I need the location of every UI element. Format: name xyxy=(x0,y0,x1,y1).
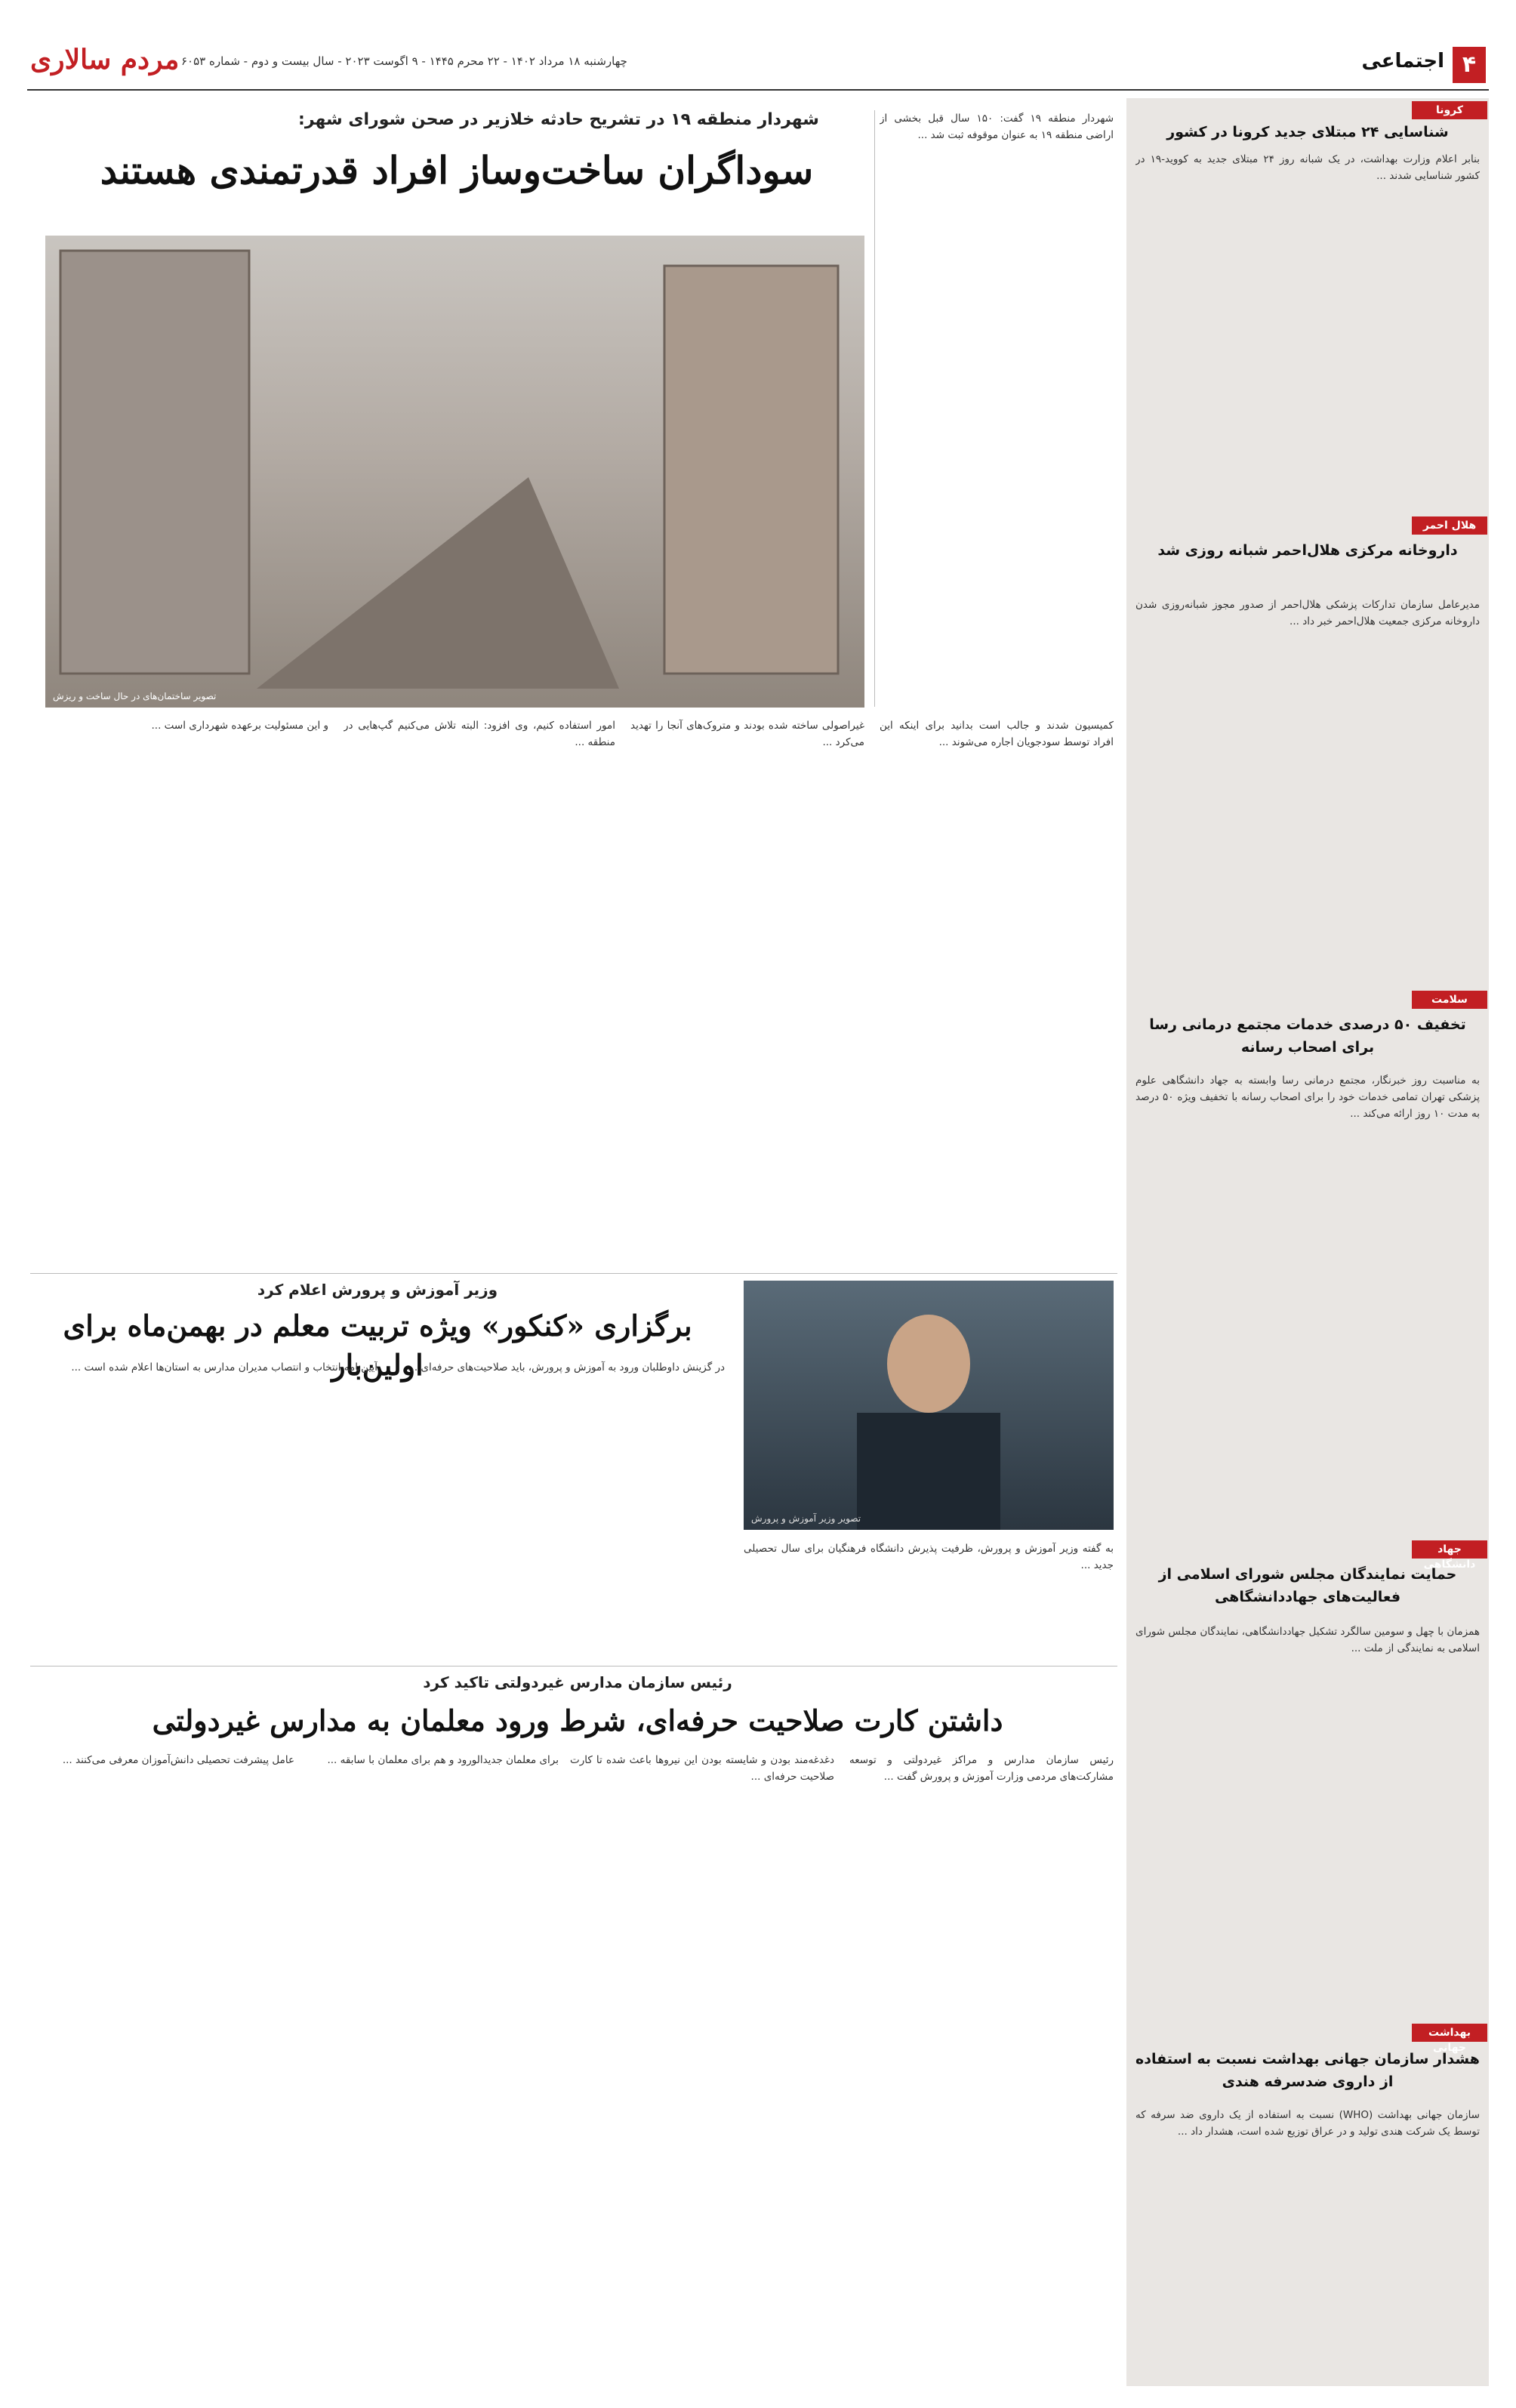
sidebar-tag: بهداشت جهانی xyxy=(1412,2024,1487,2042)
second-photo xyxy=(744,1281,1114,1530)
third-column: دغدغه‌مند بودن و شایسته بودن این نیروها باعث شده تا کارت صلاحیت حرفه‌ای ... xyxy=(570,1754,834,1783)
third-column: عامل پیشرفت تحصیلی دانش‌آموزان معرفی می‌کنند ... xyxy=(62,1754,294,1766)
sidebar-tag: سلامت xyxy=(1412,991,1487,1009)
main-top-column: شهردار منطقه ۱۹ گفت: ۱۵۰ سال قبل بخشی از اراضی منطقه ۱۹ به عنوان موقوفه ثبت شد ... xyxy=(880,113,1114,141)
section-divider xyxy=(30,1273,1117,1274)
photo-caption: تصویر وزیر آموزش و پرورش xyxy=(751,1513,861,1524)
second-column: آیین‌نامه انتخاب و انتصاب مدیران مدارس به استان‌ها اعلام شده است ... xyxy=(71,1361,377,1374)
main-column-a: کمیسیون شدند و جالب است بدانید برای اینکه این افراد توسط سودجویان اجاره می‌شوند ... xyxy=(880,720,1114,748)
sidebar-tag: جهاد دانشگاهی xyxy=(1412,1540,1487,1559)
minister-illustration xyxy=(744,1281,1114,1530)
sidebar-article: به مناسبت روز خبرنگار، مجتمع درمانی رسا وابسته به جهاد دانشگاهی علوم پزشکی تهران تمامی خدمات خود را برای اصحاب رسانه با تخفیف ویژه ۵۰ درصد به مدت ۱۰ روز ارائه می‌کند ... xyxy=(1135,1075,1480,1120)
main-column-b: غیراصولی ساخته شده بودند و متروک‌های آنجا را تهدید می‌کرد ... xyxy=(630,720,864,748)
sidebar-headline: داروخانه مرکزی هلال‌احمر شبانه روزی شد xyxy=(1157,542,1458,559)
third-column: برای معلمان جدیدالورود و هم برای معلمان با سابقه ... xyxy=(327,1754,559,1766)
second-column: به گفته وزیر آموزش و پرورش، ظرفیت پذیرش دانشگاه فرهنگیان برای سال تحصیلی جدید ... xyxy=(744,1543,1114,1571)
third-kicker: رئیس سازمان مدارس غیردولتی تاکید کرد xyxy=(423,1673,732,1691)
main-photo xyxy=(45,236,864,708)
sidebar-tag: کرونا xyxy=(1412,101,1487,119)
sidebar-tag: هلال احمر xyxy=(1412,516,1487,535)
section-number-box: ۴ xyxy=(1453,47,1486,83)
masthead: مردم سالاری xyxy=(30,44,180,76)
photo-caption: تصویر ساختمان‌های در حال ساخت و ریزش xyxy=(53,691,217,701)
sidebar-headline: تخفیف ۵۰ درصدی خدمات مجتمع درمانی رسا برای اصحاب رسانه xyxy=(1149,1016,1466,1056)
issue-line: چهارشنبه ۱۸ مرداد ۱۴۰۲ - ۲۲ محرم ۱۴۴۵ - ۹ اگوست ۲۰۲۳ - سال بیست و دوم - شماره ۶۰۵۳ xyxy=(181,54,627,68)
main-column-d: و این مسئولیت برعهده شهرداری است ... xyxy=(151,720,328,732)
main-headline: سوداگران ساخت‌وساز افراد قدرتمندی هستند xyxy=(100,148,814,193)
header-rule xyxy=(27,89,1489,91)
sidebar-headline: حمایت نمایندگان مجلس شورای اسلامی از فعالیت‌های جهاددانشگاهی xyxy=(1158,1566,1457,1605)
sidebar-article: سازمان جهانی بهداشت (WHO) نسبت به استفاده از یک داروی ضد سرفه که توسط یک شرکت هندی تولید و در عراق توزیع شده است، هشدار داد ... xyxy=(1135,2109,1480,2138)
sidebar-headline: هشدار سازمان جهانی بهداشت نسبت به استفاده از داروی ضدسرفه هندی xyxy=(1135,2051,1480,2090)
sidebar-article: همزمان با چهل و سومین سالگرد تشکیل جهاددانشگاهی، نمایندگان مجلس شورای اسلامی به نمایندگی از ملت ... xyxy=(1135,1626,1480,1654)
section-name: اجتماعی xyxy=(1361,50,1444,72)
sidebar-article: بنابر اعلام وزارت بهداشت، در یک شبانه روز ۲۴ مبتلای جدید به کووید-۱۹ در کشور شناسایی شدند ... xyxy=(1135,153,1480,182)
main-kicker: شهردار منطقه ۱۹ در تشریح حادثه خلازیر در صحن شورای شهر: xyxy=(298,110,819,129)
main-column-c: امور استفاده کنیم، وی افزود: البته تلاش می‌کنیم گپ‌هایی در منطقه ... xyxy=(344,720,615,748)
building-illustration xyxy=(45,236,864,708)
second-column: در گزینش داوطلبان ورود به آموزش و پرورش، باید صلاحیت‌های حرفه‌ای ... xyxy=(408,1361,725,1374)
sidebar-headline: شناسایی ۲۴ مبتلای جدید کرونا در کشور xyxy=(1166,124,1449,140)
second-headline: برگزاری «کنکور» ویژه تربیت معلم در بهمن‌ماه برای اولین‌بار xyxy=(63,1309,692,1382)
second-kicker: وزیر آموزش و پرورش اعلام کرد xyxy=(257,1281,498,1299)
third-column: رئیس سازمان مدارس و مراکز غیردولتی و توسعه مشارکت‌های مردمی وزارت آموزش و پرورش گفت ... xyxy=(849,1754,1114,1783)
sidebar-article: مدیرعامل سازمان تدارکات پزشکی هلال‌احمر از صدور مجوز شبانه‌روزی شدن داروخانه مرکزی جمعیت هلال‌احمر خبر داد ... xyxy=(1135,599,1480,627)
column-divider xyxy=(874,110,875,707)
third-headline: داشتن کارت صلاحیت حرفه‌ای، شرط ورود معلمان به مدارس غیردولتی xyxy=(152,1703,1003,1737)
header xyxy=(0,0,1516,106)
